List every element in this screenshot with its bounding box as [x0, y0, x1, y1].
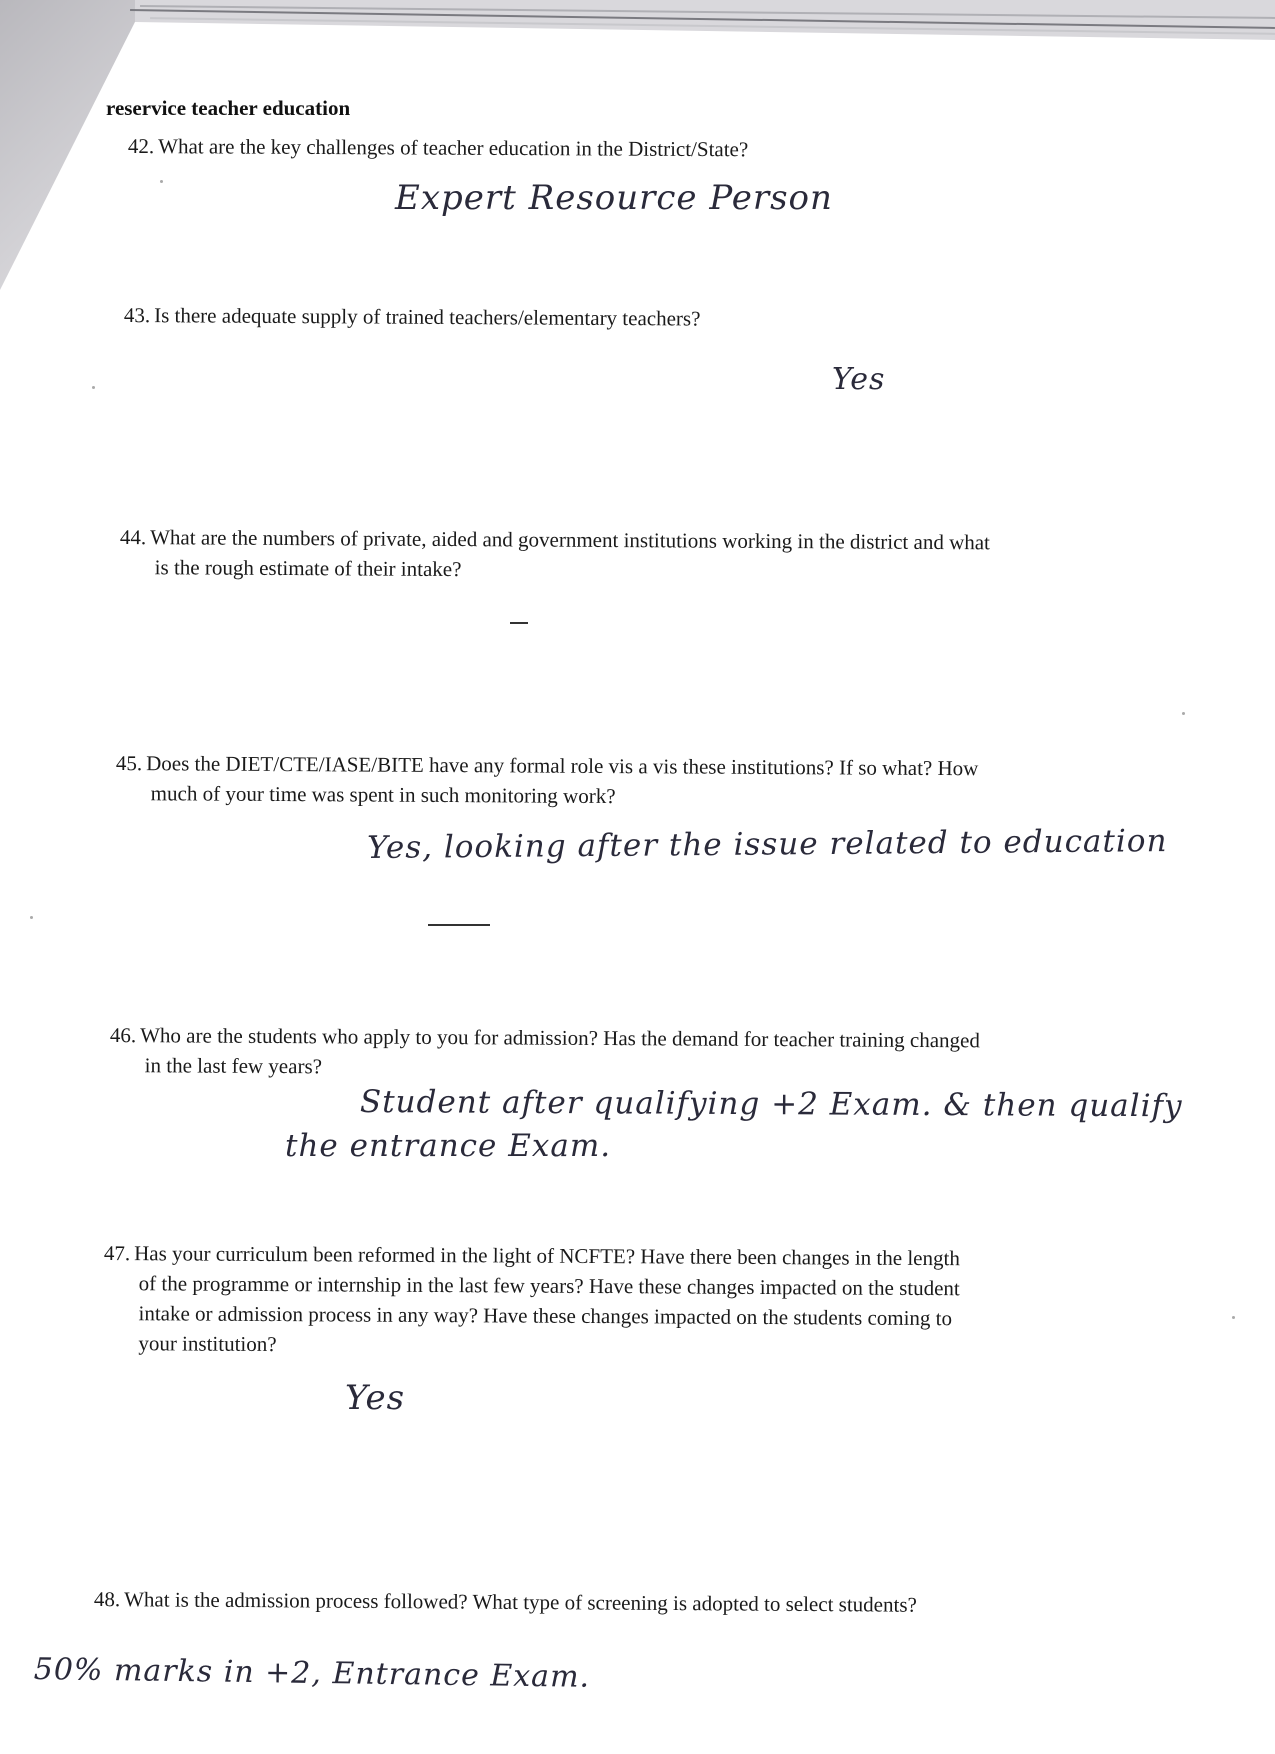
- question-text: your institution?: [138, 1331, 277, 1357]
- answer-dash: [428, 924, 490, 926]
- question-text: is the rough estimate of their intake?: [154, 555, 462, 582]
- handwritten-answer-46-line2: the entrance Exam.: [285, 1128, 612, 1164]
- question-number: 48.: [93, 1586, 121, 1612]
- scan-speck: [92, 386, 95, 389]
- question-text: Who are the students who apply to you for admission? Has the demand for teacher training changed: [140, 1023, 980, 1053]
- handwritten-answer-48: 50% marks in +2, Entrance Exam.: [33, 1652, 591, 1695]
- question-number: 42.: [127, 133, 155, 159]
- answer-dash: [510, 622, 528, 624]
- question-number: 47.: [103, 1241, 131, 1266]
- handwritten-answer-42: Expert Resource Person: [395, 178, 833, 218]
- handwritten-answer-47: Yes: [345, 1378, 406, 1418]
- question-text: much of your time was spent in such monitoring work?: [150, 781, 616, 809]
- question-number: 45.: [115, 750, 143, 776]
- scan-speck: [160, 180, 163, 183]
- question-number: 43.: [123, 302, 151, 328]
- question-text: What are the numbers of private, aided and government institutions working in the district and what: [150, 525, 991, 555]
- question-text: intake or admission process in any way? Have these changes impacted on the students coming to: [138, 1301, 953, 1331]
- scan-speck: [1182, 712, 1185, 715]
- question-text: in the last few years?: [144, 1053, 323, 1079]
- question-text: What is the admission process followed? What type of screening is adopted to select students?: [124, 1587, 917, 1617]
- question-43: [124, 300, 701, 334]
- question-number: 46.: [109, 1022, 137, 1048]
- question-number: 44.: [119, 524, 147, 550]
- section-header: reservice teacher education: [106, 96, 351, 120]
- question-48: [94, 1584, 917, 1620]
- question-44: [120, 522, 990, 587]
- question-text: Is there adequate supply of trained teachers/elementary teachers?: [154, 303, 701, 331]
- question-47: [103, 1238, 960, 1363]
- question-text: What are the key challenges of teacher education in the District/State?: [158, 134, 749, 162]
- question-text: Does the DIET/CTE/IASE/BITE have any formal role vis a vis these institutions? If so what? How: [146, 751, 979, 781]
- question-45: [116, 748, 979, 813]
- question-text: Has your curriculum been reformed in the light of NCFTE? Have there been changes in the length: [134, 1241, 960, 1271]
- question-text: of the programme or internship in the last few years? Have these changes impacted on the student: [138, 1271, 960, 1301]
- question-46: [110, 1020, 980, 1085]
- stacked-sheet-edges: [130, 8, 1275, 48]
- handwritten-answer-46-line1: Student after qualifying +2 Exam. & then qualify: [359, 1084, 1183, 1125]
- scan-speck: [30, 916, 33, 919]
- handwritten-answer-45: Yes, looking after the issue related to education: [367, 823, 1168, 866]
- scan-speck: [1232, 1316, 1235, 1319]
- question-42: [128, 131, 748, 164]
- handwritten-answer-43: Yes: [832, 362, 886, 397]
